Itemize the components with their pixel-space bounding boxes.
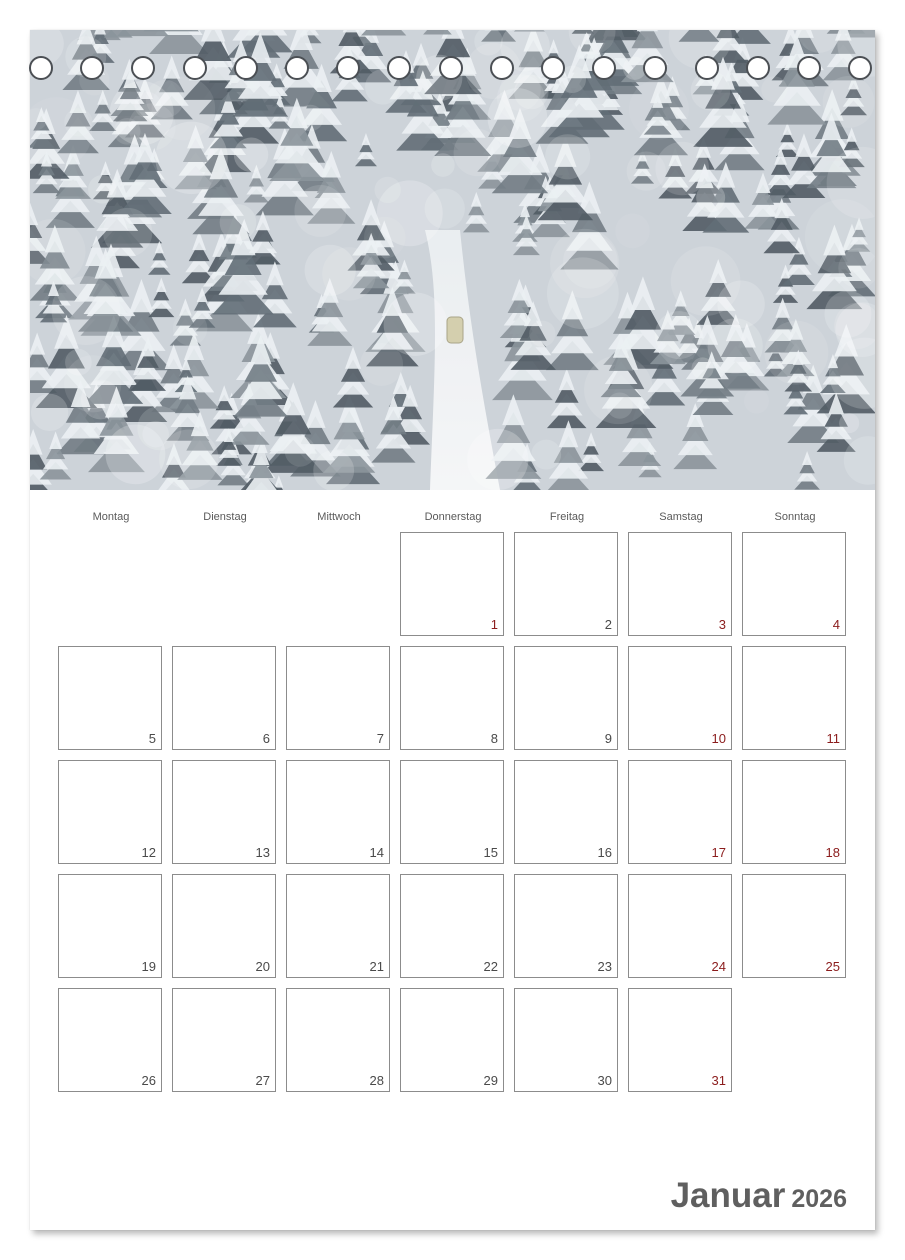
day-number: 28 — [369, 1073, 384, 1088]
day-number: 16 — [597, 845, 612, 860]
day-cell — [742, 532, 846, 636]
binding-hole-icon — [387, 56, 411, 80]
day-cell — [628, 646, 732, 750]
day-number: 22 — [483, 959, 498, 974]
day-number: 7 — [376, 731, 384, 746]
day-number: 11 — [826, 731, 840, 746]
binding-hole-icon — [439, 56, 463, 80]
day-cell — [400, 760, 504, 864]
day-cell — [286, 646, 390, 750]
binding-hole-icon — [234, 56, 258, 80]
day-number: 30 — [597, 1073, 612, 1088]
day-number: 1 — [490, 617, 498, 632]
binding-hole-icon — [490, 56, 514, 80]
day-cell — [514, 874, 618, 978]
day-number: 8 — [490, 731, 498, 746]
spiral-binding — [30, 56, 875, 80]
binding-hole-icon — [848, 56, 872, 80]
day-number: 20 — [255, 959, 270, 974]
day-cell — [400, 874, 504, 978]
day-number: 5 — [148, 731, 156, 746]
day-number: 17 — [711, 845, 726, 860]
binding-hole-icon — [592, 56, 616, 80]
weekday-label-saturday: Samstag — [659, 511, 703, 523]
day-cell — [400, 646, 504, 750]
weekday-label-thursday: Donnerstag — [424, 511, 482, 523]
binding-hole-icon — [746, 56, 770, 80]
header-photo — [30, 30, 875, 490]
day-cell — [58, 874, 162, 978]
day-cell — [514, 532, 618, 636]
day-number: 14 — [369, 845, 384, 860]
day-number: 26 — [141, 1073, 156, 1088]
day-number: 15 — [483, 845, 498, 860]
binding-hole-icon — [131, 56, 155, 80]
day-cell — [286, 874, 390, 978]
day-cell — [742, 760, 846, 864]
day-number: 25 — [825, 959, 840, 974]
day-cell — [172, 988, 276, 1092]
month-year-title — [671, 1176, 847, 1216]
day-cell — [514, 760, 618, 864]
weekday-label-friday: Freitag — [549, 511, 585, 523]
calendar-page — [30, 30, 875, 1230]
day-number: 31 — [711, 1073, 726, 1088]
day-cell — [58, 988, 162, 1092]
day-cell — [172, 760, 276, 864]
day-number: 19 — [141, 959, 156, 974]
weekday-label-monday: Montag — [92, 511, 130, 523]
binding-hole-icon — [797, 56, 821, 80]
day-cell — [514, 646, 618, 750]
binding-hole-icon — [541, 56, 565, 80]
day-number: 2 — [604, 617, 612, 632]
day-cell — [58, 760, 162, 864]
weekday-header — [58, 511, 848, 527]
day-cell — [514, 988, 618, 1092]
snowy-forest-image — [30, 30, 875, 490]
day-cell — [400, 988, 504, 1092]
day-cell — [286, 988, 390, 1092]
day-number: 18 — [825, 845, 840, 860]
day-number: 3 — [718, 617, 726, 632]
day-cell — [742, 874, 846, 978]
year-label: 2026 — [791, 1185, 847, 1213]
day-number: 27 — [255, 1073, 270, 1088]
binding-hole-icon — [80, 56, 104, 80]
day-cell — [172, 646, 276, 750]
day-cell — [628, 874, 732, 978]
day-cell — [628, 532, 732, 636]
day-cell — [58, 646, 162, 750]
binding-hole-icon — [336, 56, 360, 80]
binding-hole-icon — [695, 56, 719, 80]
day-number: 23 — [597, 959, 612, 974]
day-number: 29 — [483, 1073, 498, 1088]
month-name: Januar — [670, 1176, 786, 1215]
binding-hole-icon — [29, 56, 53, 80]
day-number: 9 — [604, 731, 612, 746]
day-number: 6 — [262, 731, 270, 746]
binding-hole-icon — [183, 56, 207, 80]
day-cell — [742, 646, 846, 750]
day-number: 10 — [711, 731, 726, 746]
day-number: 24 — [711, 959, 726, 974]
day-number: 21 — [369, 959, 384, 974]
day-cell — [628, 760, 732, 864]
day-cell — [286, 760, 390, 864]
weekday-label-tuesday: Dienstag — [203, 511, 247, 523]
day-cell — [628, 988, 732, 1092]
weekday-label-sunday: Sonntag — [774, 511, 816, 523]
binding-hole-icon — [643, 56, 667, 80]
day-number: 13 — [255, 845, 270, 860]
binding-hole-icon — [285, 56, 309, 80]
day-number: 12 — [141, 845, 156, 860]
day-cell — [400, 532, 504, 636]
weekday-label-wednesday: Mittwoch — [317, 511, 361, 523]
day-cell — [172, 874, 276, 978]
day-number: 4 — [832, 617, 840, 632]
